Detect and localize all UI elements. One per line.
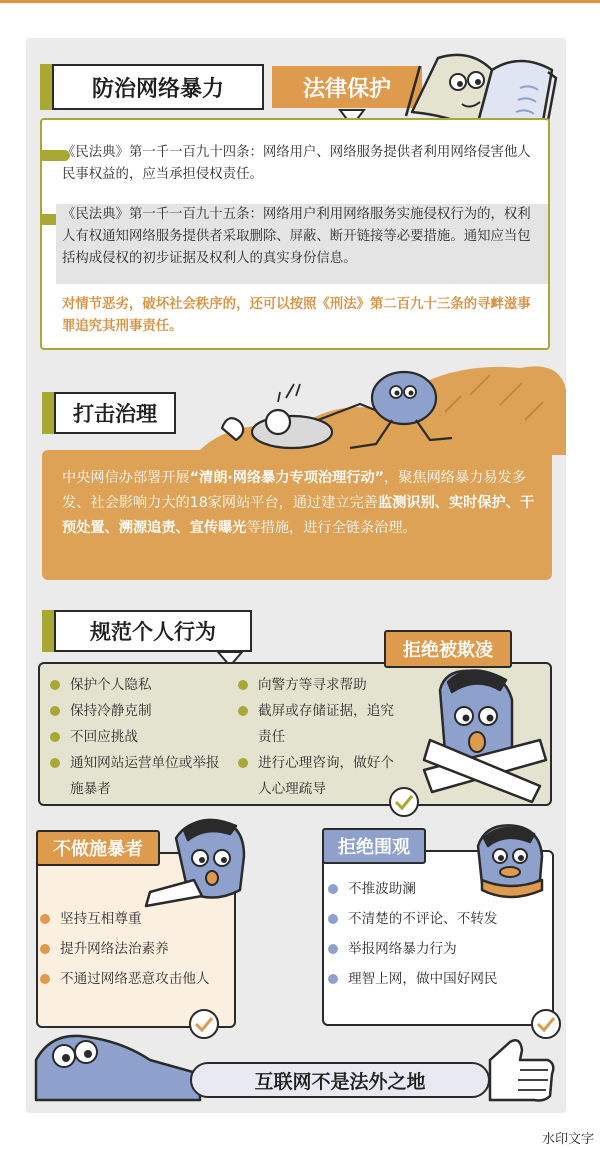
left-item-1: 保护个人隐私 [50,672,152,698]
watch-item-3: 举报网络暴力行为 [328,936,457,962]
not-abuser-tag: 不做施暴者 [36,830,160,866]
section-title-crackdown: 打击治理 [54,392,176,434]
refuse-watch-tag: 拒绝围观 [322,828,426,864]
section-title-prevent: 防治网络暴力 [52,64,264,110]
left-item-2: 保持冷静克制 [50,698,152,724]
crackdown-text [62,466,540,541]
watch-item-2: 不清楚的不评论、不转发 [328,906,498,932]
top-accent-line [0,0,600,3]
left-item-4: 通知网站运营单位或举报施暴者 [50,750,220,802]
title-accent-bar [40,64,52,110]
right-item-2: 截屏或存储证据，追究责任 [238,698,400,750]
abuser-item-3: 不通过网络恶意攻击他人 [40,966,230,992]
watch-item-1: 不推波助澜 [328,876,416,902]
abuser-item-2: 提升网络法治素养 [40,936,169,962]
refuse-bully-tag: 拒绝被欺凌 [384,630,512,668]
law-protection-tag: 法律保护 [272,66,422,108]
crack-text-campaign: “清朗·网络暴力专项治理行动” [189,470,384,486]
crack-text-c: ，聚焦网络暴力易发多发、社会影响力大的18家网站平台，通过建立完善 [62,470,526,511]
law-item-1194 [62,142,540,186]
behavior-accent-bar [42,610,54,652]
section-title-behavior: 规范个人行为 [54,610,252,652]
crack-accent-bar [42,392,54,434]
crack-text-measures: 监测识别、实时保护、干预处置、溯源追责、宣传曝光 [62,495,535,536]
criminal-law-note: 对情节恶劣，破坏社会秩序的，还可以按照《刑法》第二百九十三条的寻衅滋事罪追究其刑事责任。 [62,297,531,334]
law-text-1194: 《民法典》第一千一百九十四条：网络用户、网络服务提供者利用网络侵害他人民事权益的，应当承担侵权责任。 [62,145,531,182]
right-item-3: 进行心理咨询，做好个人心理疏导 [238,750,400,802]
watermark: 水印文字 [541,1132,594,1147]
left-item-3: 不回应挑战 [50,724,138,750]
watch-item-4: 理智上网，做中国好网民 [328,966,498,992]
right-item-1: 向警方等寻求帮助 [238,672,367,698]
abuser-item-1: 坚持互相尊重 [40,906,142,932]
slogan-banner: 互联网不是法外之地 [190,1062,490,1098]
law-item-1195 [56,204,548,284]
crack-text-a: 中央网信办部署开展 [62,470,190,486]
crack-text-e: 等措施，进行全链条治理。 [246,520,417,536]
law-text-1195: 《民法典》第一千一百九十五条：网络用户利用网络服务实施侵权行为的，权利人有权通知网络服务提供者采取删除、屏蔽、断开链接等必要措施。通知应当包括构成侵权的初步证据及权利人的真实身份信息。 [62,207,531,266]
